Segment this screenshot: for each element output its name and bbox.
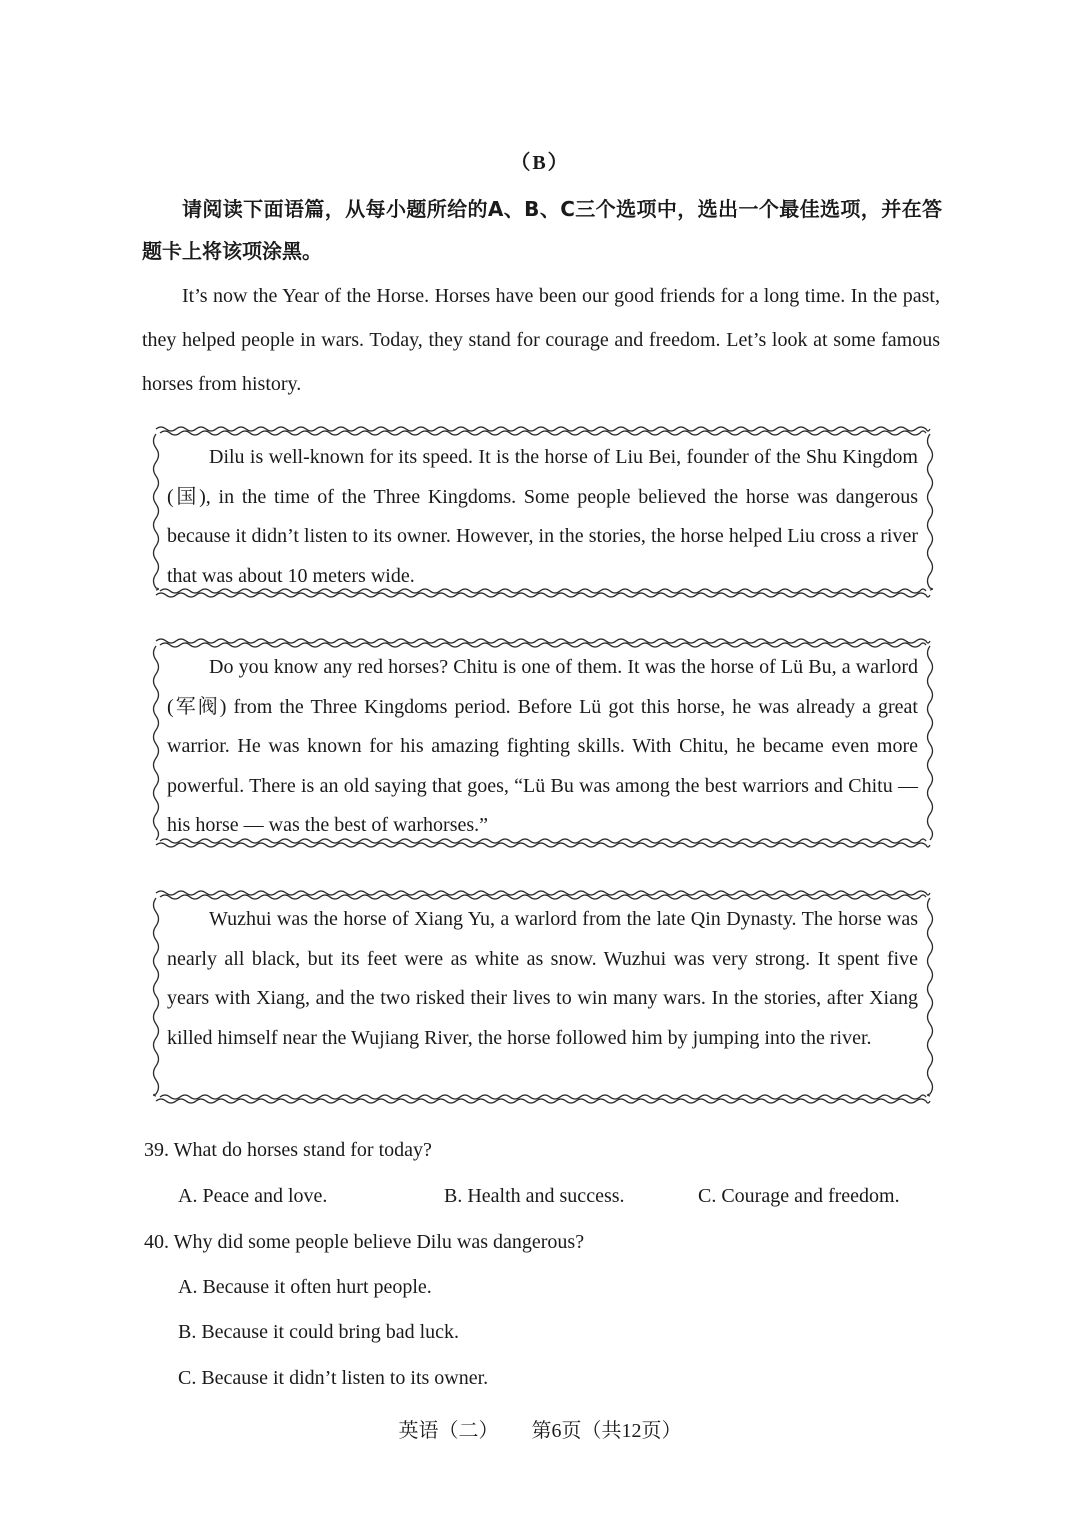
intro-paragraph: It’s now the Year of the Horse. Horses have been our good friends for a long time. In the past, they helped people in wars. Today, they stand for courage and freedom. Let’s look at some famous horses from history. [142, 285, 940, 395]
passage-box-dilu [150, 424, 936, 600]
q39-option-c: C. Courage and freedom. [698, 1185, 900, 1207]
passage-text: Wuzhui was the horse of Xiang Yu, a warlord from the late Qin Dynasty. The horse was nearly all black, but its feet were as white as snow. Wuzhui was very strong. It spent five years with Xiang, and the two risked their lives to win many wars. In the stories, after Xiang killed himself near the Wujiang River, the horse followed him by jumping into the river. [167, 908, 918, 1049]
question-39: 39. What do horses stand for today? [144, 1139, 432, 1161]
q40-option-a: A. Because it often hurt people. [178, 1276, 432, 1298]
passage-box-wuzhui [150, 888, 936, 1106]
page-footer [0, 1414, 1080, 1443]
section-title: （B） [510, 152, 570, 174]
question-40: 40. Why did some people believe Dilu was dangerous? [144, 1231, 585, 1253]
instructions: 请阅读下面语篇，从每小题所给的A、B、C三个选项中，选出一个最佳选项，并在答题卡上将该项涂黑。 [142, 197, 942, 263]
q39-option-b: B. Health and success. [444, 1185, 625, 1207]
footer-page-number: 第6页（共12页） [531, 1420, 682, 1442]
footer-subject: 英语（二） [398, 1420, 499, 1442]
passage-box-chitu [150, 636, 936, 850]
q39-option-a: A. Peace and love. [178, 1185, 328, 1207]
q40-option-c: C. Because it didn’t listen to its owner. [178, 1367, 489, 1389]
q40-option-b: B. Because it could bring bad luck. [178, 1321, 460, 1343]
passage-text: Dilu is well-known for its speed. It is the horse of Liu Bei, founder of the Shu Kingdom (国), in the time of the Three Kingdoms. Some people believed the horse was dangerous because it didn’t listen to its owner. However, in the stories, the horse helped Liu cross a river that was about 10 meters wide. [167, 446, 918, 587]
passage-text: Do you know any red horses? Chitu is one of them. It was the horse of Lü Bu, a warlord (军阀) from the Three Kingdoms period. Before Lü got this horse, he was already a great warrior. He was known for his amazing fighting skills. With Chitu, he became even more powerful. There is an old saying that goes, “Lü Bu was among the best warriors and Chitu — his horse — was the best of warhorses.” [167, 656, 918, 836]
